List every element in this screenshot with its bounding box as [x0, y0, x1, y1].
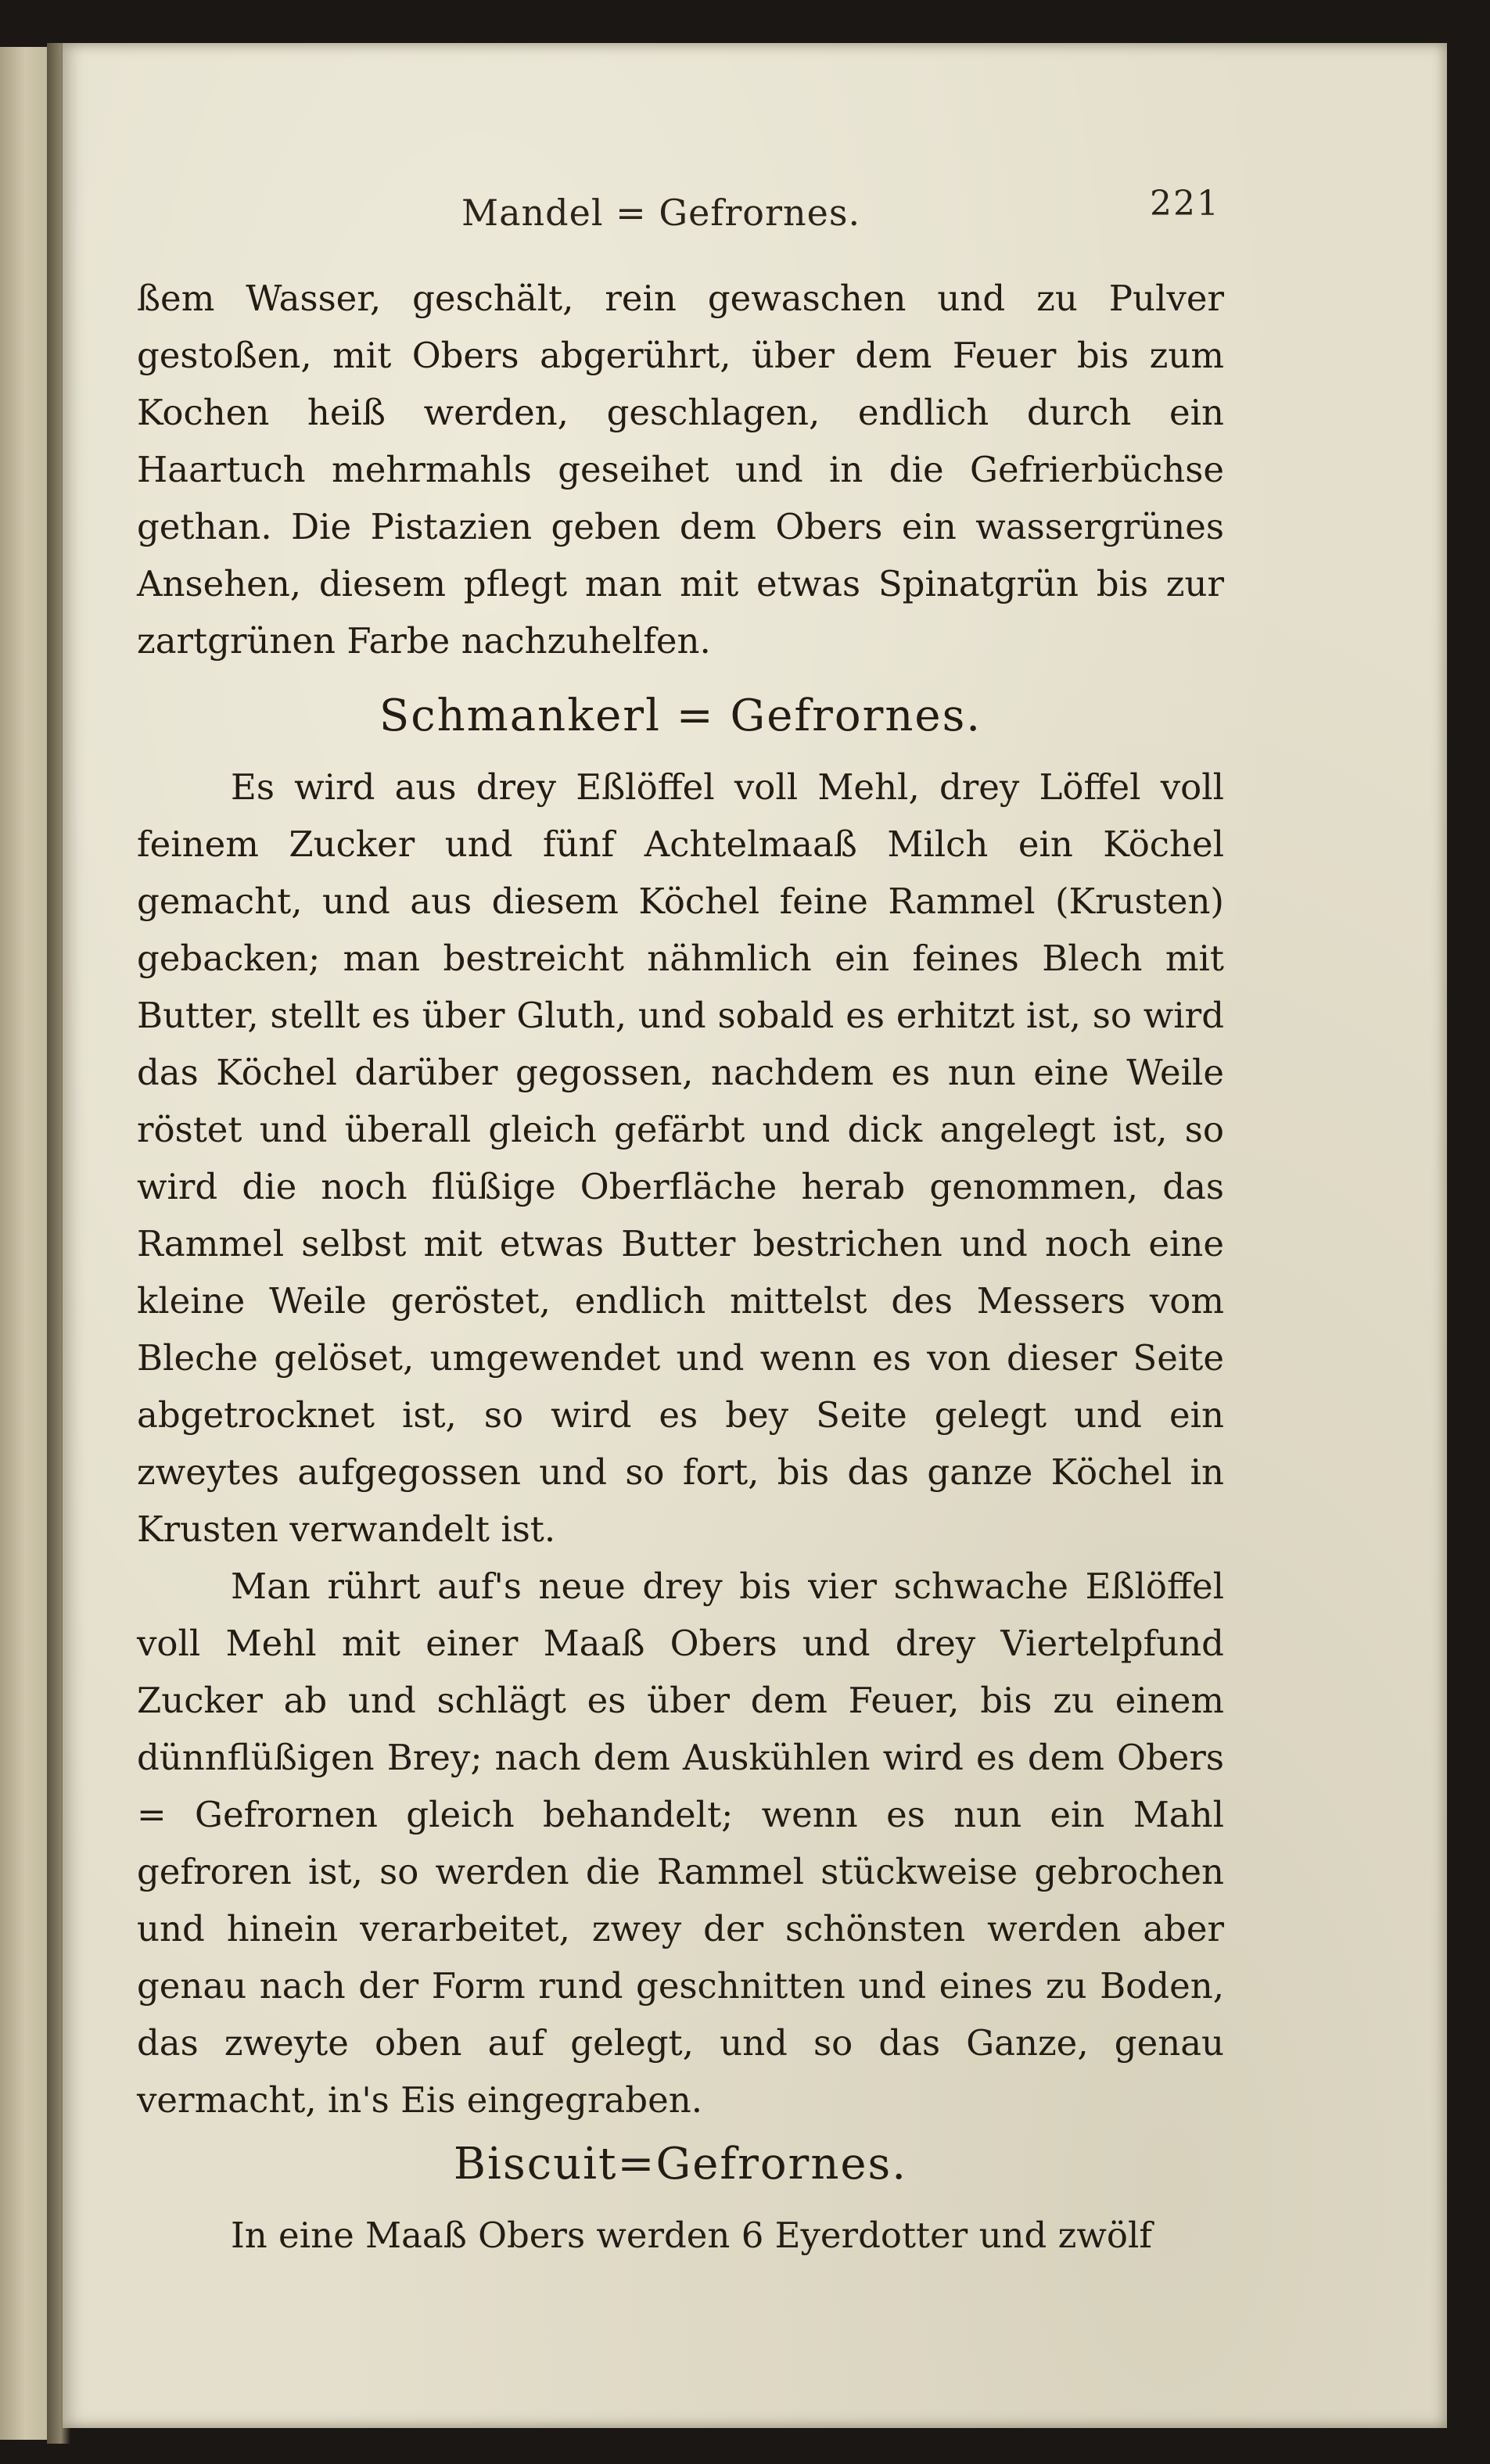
section-heading-schmankerl: Schmankerl = Gefrornes. [379, 690, 982, 741]
book-page [63, 43, 1447, 2428]
paragraph: Man rührt auf's neue drey bis vier schwache Eßlöffel voll Mehl mit einer Maaß Obers und drey Viertelpfund Zucker ab und schlägt es über dem Feuer, bis zu einem dünnflüßigen Brey; nach dem Auskühlen wird es dem Obers = Gefrornen gleich behandelt; wenn es nun ein Mahl gefroren ist, so werden die Rammel stückweise gebrochen und hinein verarbeitet, zwey der schönsten werden aber genau nach der Form rund geschnitten und eines zu Boden, das zweyte oben auf gelegt, und so das Ganze, genau vermacht, in's Eis eingegraben. [137, 1566, 1224, 2121]
running-head [149, 184, 1220, 239]
paragraph-continued: ßem Wasser, geschält, rein gewaschen und zu Pulver gestoßen, mit Obers abgerührt, über dem Feuer bis zum Kochen heiß werden, geschlagen, endlich durch ein Haartuch mehrmahls geseihet und in die Gefrierbüchse gethan. Die Pistazien geben dem Obers ein wassergrünes Ansehen, diesem pflegt man mit etwas Spinatgrün bis zur zartgrünen Farbe nachzuhelfen. [137, 278, 1224, 662]
paragraph: Es wird aus drey Eßlöffel voll Mehl, drey Löffel voll feinem Zucker und fünf Achtelmaaß Milch ein Köchel gemacht, und aus diesem Köchel feine Rammel (Krusten) gebacken; man bestreicht nähmlich ein feines Blech mit Butter, stellt es über Gluth, und sobald es erhitzt ist, so wird das Köchel darüber gegossen, nachdem es nun eine Weile röstet und überall gleich gefärbt und dick angelegt ist, so wird die noch flüßige Oberfläche herab genommen, das Rammel selbst mit etwas Butter bestrichen und noch eine kleine Weile geröstet, endlich mittelst des Messers vom Bleche gelöset, umgewendet und wenn es von dieser Seite abgetrocknet ist, so wird es bey Seite gelegt und ein zweytes aufgegossen und so fort, bis das ganze Köchel in Krusten verwandelt ist. [137, 766, 1224, 1550]
section-heading-biscuit: Biscuit=Gefrornes. [453, 2139, 908, 2190]
running-title: Mandel = Gefrornes. [461, 192, 861, 234]
paragraph: In eine Maaß Obers werden 6 Eyerdotter und zwölf [231, 2215, 1153, 2256]
page-body [137, 270, 1224, 2264]
page-number: 221 [1150, 184, 1220, 224]
